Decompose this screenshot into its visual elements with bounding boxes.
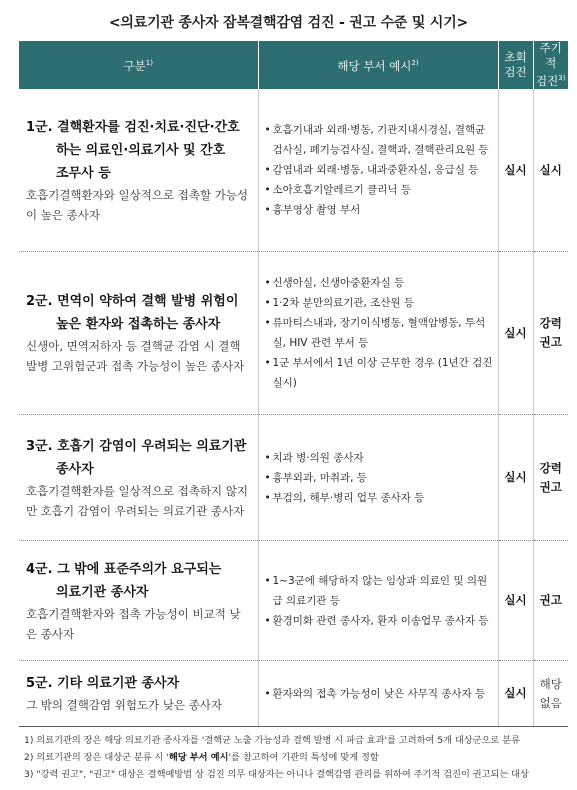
header-dept-examples: 해당 부서 예시$^{2)}$ (258, 41, 498, 89)
list-item: • 신생아실, 신생아중환자실 등 (265, 273, 494, 293)
group-cell (19, 252, 258, 415)
recommendation-table (19, 41, 568, 727)
table-header-row (19, 41, 568, 89)
list-item: • 1·2차 분만의료기관, 조산원 등 (265, 293, 494, 313)
initial-screening-value: 실시 (498, 661, 533, 727)
header-category: 구분$^{1)}$ (19, 41, 258, 89)
group-cell (19, 661, 258, 727)
examples-cell (258, 661, 498, 727)
periodic-screening-value: 해당 없음 (533, 661, 568, 727)
list-item: • 호흡기내과 외래·병동, 기관지내시경실, 결핵균검사실, 폐기능검사실, 결핵과, 결핵관리요원 등 (265, 120, 494, 160)
footnote-1: 1) 의료기관의 장은 해당 의료기관 종사자를 '결핵균 노출 가능성과 결핵 발병 시 파급 효과'를 고려하여 5개 대상군으로 분류 (24, 735, 520, 746)
examples-cell (258, 252, 498, 415)
table-row (19, 252, 568, 415)
group-description: 그 밖의 결핵감염 위험도가 낮은 종사자 (26, 698, 223, 713)
list-item: • 소아호흡기알레르기 클리닉 등 (265, 180, 494, 200)
page-title: <의료기관 종사자 잠복결핵감염 검진 - 권고 수준 및 시기> (108, 15, 469, 31)
periodic-screening-value: 강력 권고 (533, 415, 568, 541)
footnote-2: 2) 의료기관의 장은 대상군 분류 시 '해당 부서 예시'를 참고하여 기관의 특성에 맞게 정함 (24, 752, 379, 763)
initial-screening-value: 실시 (498, 252, 533, 415)
group-description: 호흡기결핵환자와 접촉 가능성이 비교적 낮은 종사자 (26, 606, 241, 641)
initial-screening-value: 실시 (498, 541, 533, 661)
examples-cell (258, 541, 498, 661)
group-cell (19, 415, 258, 541)
initial-screening-value: 실시 (498, 89, 533, 252)
table-row (19, 661, 568, 727)
group-title: 1군. 결핵환자를 검진·치료·진단·간호 하는 의료인·의료기사 및 간호 조무사 등 (26, 119, 240, 181)
list-item: • 치과 병·의원 종사자 (265, 448, 494, 468)
header-initial-screening: 초회 검진 (498, 41, 533, 89)
footnote-3: 3) "강력 권고", "권고" 대상은 결핵예방법 상 검진 의무 대상자는 아니나 결핵감염 관리를 위하여 주기적 검진이 권고되는 대상 (24, 769, 529, 780)
list-item: • 흉부영상 촬영 부서 (265, 200, 494, 220)
periodic-screening-value: 실시 (533, 89, 568, 252)
group-title: 2군. 면역이 약하여 결핵 발병 위험이 높은 환자와 접촉하는 종사자 (26, 294, 239, 333)
list-item: • 환경미화 관련 종사자, 환자 이송업무 종사자 등 (265, 611, 494, 631)
group-title: 5군. 기타 의료기관 종사자 (26, 676, 180, 692)
table-row (19, 415, 568, 541)
group-cell (19, 541, 258, 661)
group-description: 신생아, 면역저하자 등 결핵균 감염 시 결핵 발병 고위험군과 접촉 가능성이 높은 종사자 (26, 339, 245, 374)
group-description: 호흡기결핵환자와 일상적으로 접촉할 가능성이 높은 종사자 (26, 187, 249, 222)
list-item: • 부검의, 해부·병리 업무 종사자 등 (265, 488, 494, 508)
list-item: • 1군 부서에서 1년 이상 근무한 경우 (1년간 검진 실시) (265, 353, 494, 393)
list-item: • 1~3군에 해당하지 않는 임상과 의료인 및 의원급 의료기관 등 (265, 571, 494, 611)
initial-screening-value: 실시 (498, 415, 533, 541)
group-cell (19, 89, 258, 252)
list-item: • 환자와의 접촉 가능성이 낮은 사무직 종사자 등 (265, 684, 494, 704)
examples-cell (258, 415, 498, 541)
table-row (19, 541, 568, 661)
group-description: 호흡기결핵환자를 일상적으로 접촉하지 않지만 호흡기 감염이 우려되는 의료기관 종사자 (26, 483, 249, 518)
examples-cell (258, 89, 498, 252)
list-item: • 감염내과 외래·병동, 내과중환자실, 응급실 등 (265, 160, 494, 180)
header-periodic-screening: 주기적 검진$^{3)}$ (533, 41, 568, 89)
footnotes (24, 732, 569, 783)
periodic-screening-value: 강력 권고 (533, 252, 568, 415)
table-row (19, 89, 568, 252)
group-title: 4군. 그 밖에 표준주의가 요구되는 의료기관 종사자 (26, 561, 222, 600)
group-title: 3군. 호흡기 감염이 우려되는 의료기관 종사자 (26, 438, 247, 477)
list-item: • 흉부외과, 마취과, 등 (265, 468, 494, 488)
periodic-screening-value: 권고 (533, 541, 568, 661)
list-item: • 류마티스내과, 장기이식병동, 혈액암병동, 투석실, HIV 관련 부서 등 (265, 313, 494, 353)
